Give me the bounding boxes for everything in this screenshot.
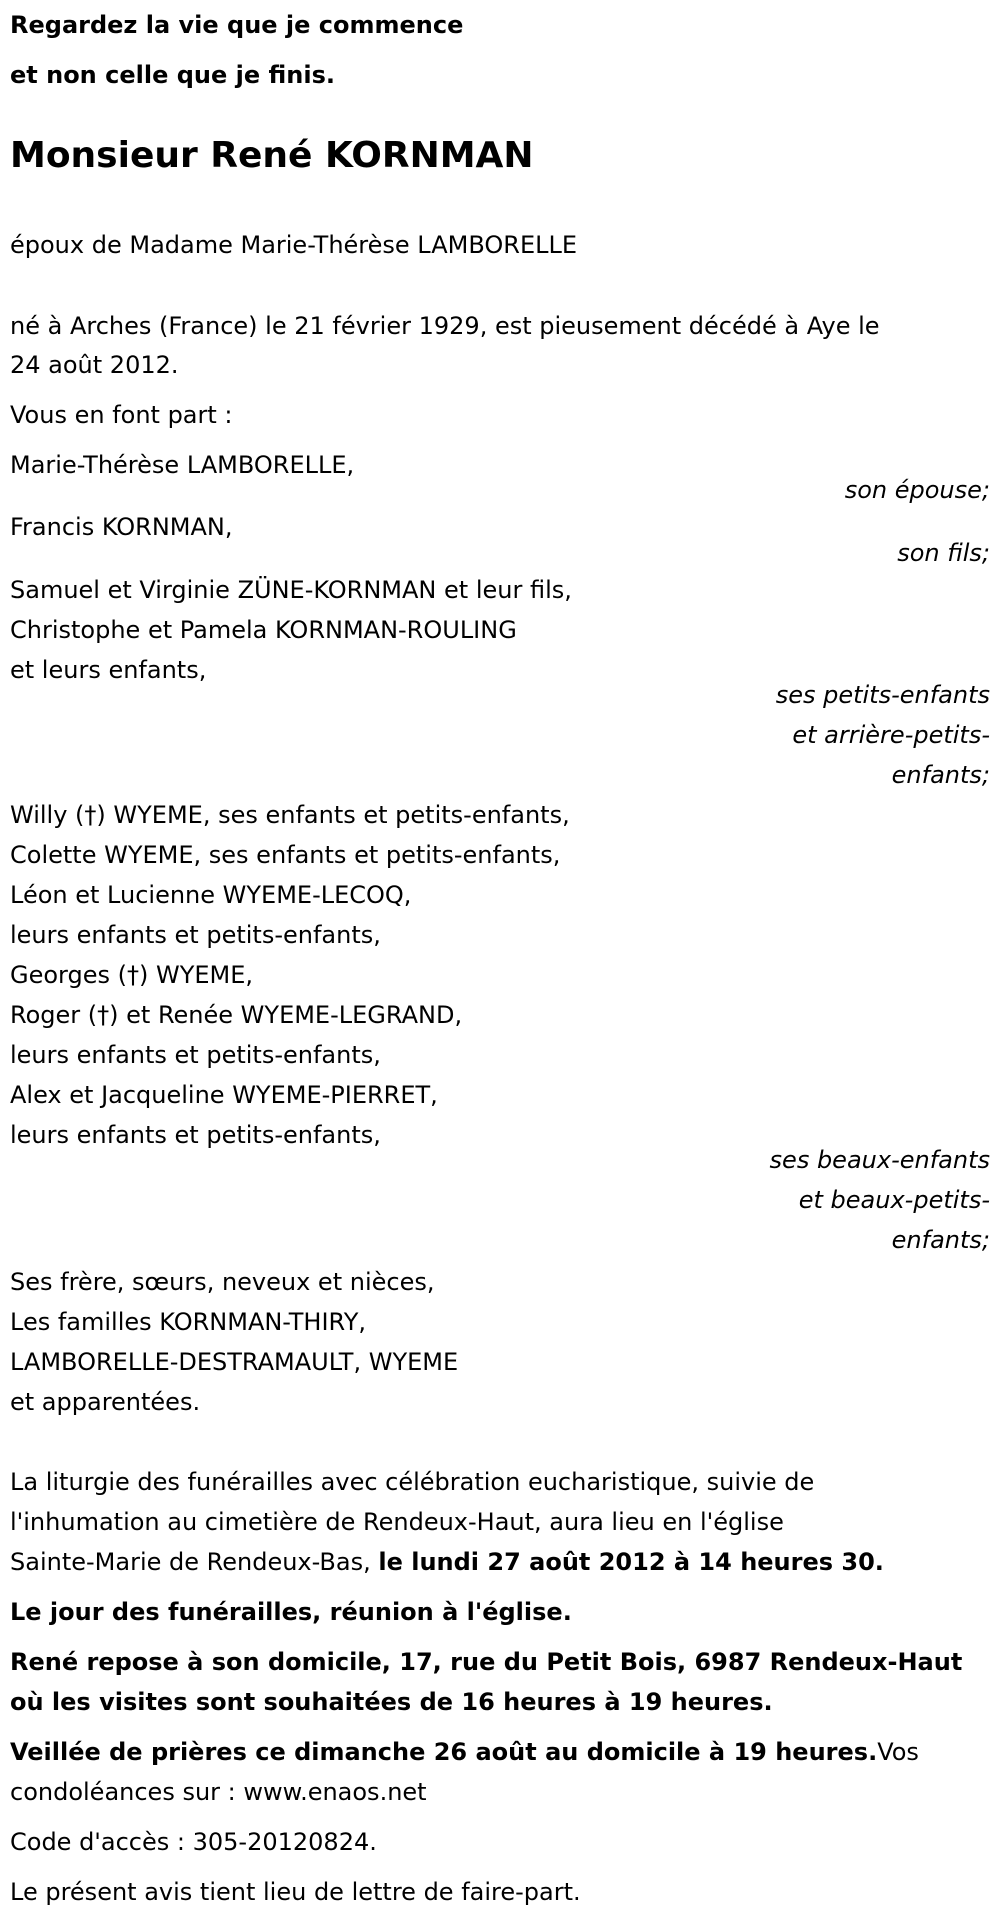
family-name-line: leurs enfants et petits-enfants,: [10, 921, 381, 949]
family-name-line: Léon et Lucienne WYEME-LECOQ,: [10, 881, 412, 909]
family-name-line: Alex et Jacqueline WYEME-PIERRET,: [10, 1081, 438, 1109]
family-name-line: Ses frère, sœurs, neveux et nièces,: [10, 1268, 435, 1296]
family-name-line: Christophe et Pamela KORNMAN-ROULING: [10, 616, 517, 644]
relation-label: son fils;: [897, 539, 990, 567]
family-name-line: leurs enfants et petits-enfants,: [10, 1121, 381, 1149]
relation-label: son épouse;: [844, 476, 990, 504]
family-name-line: Samuel et Virginie ZÜNE-KORNMAN et leur fils,: [10, 576, 572, 604]
relation-label: ses beaux-enfants: [769, 1146, 990, 1174]
relation-label: et beaux-petits-: [798, 1186, 990, 1214]
family-name-line: Willy (†) WYEME, ses enfants et petits-enfants,: [10, 801, 570, 829]
family-name-line: Roger (†) et Renée WYEME-LEGRAND,: [10, 1001, 463, 1029]
birth-death-line-1: né à Arches (France) le 21 février 1929, est pieusement décédé à Aye le: [10, 312, 880, 340]
epigraph-line-1: Regardez la vie que je commence: [10, 11, 464, 39]
vigil-text: Veillée de prières ce dimanche 26 août au domicile à 19 heures.: [10, 1738, 878, 1766]
family-name-line: et leurs enfants,: [10, 656, 207, 684]
liturgy-date-time: le lundi 27 août 2012 à 14 heures 30.: [378, 1548, 884, 1576]
family-name-line: Francis KORNMAN,: [10, 513, 233, 541]
faire-part-notice: Le présent avis tient lieu de lettre de faire-part.: [10, 1878, 581, 1906]
family-name-line: LAMBORELLE-DESTRAMAULT, WYEME: [10, 1348, 459, 1376]
spouse-line: époux de Madame Marie-Thérèse LAMBORELLE: [10, 231, 578, 259]
liturgy-line-1: La liturgie des funérailles avec célébration eucharistique, suivie de: [10, 1468, 815, 1496]
announcement-intro: Vous en font part :: [10, 401, 233, 429]
family-name-line: Marie-Thérèse LAMBORELLE,: [10, 451, 355, 479]
meeting-note: Le jour des funérailles, réunion à l'église.: [10, 1598, 572, 1626]
condolences-prefix: Vos: [877, 1738, 919, 1766]
family-name-line: et apparentées.: [10, 1388, 201, 1416]
access-code: Code d'accès : 305-20120824.: [10, 1828, 377, 1856]
rest-line-1: René repose à son domicile, 17, rue du Petit Bois, 6987 Rendeux-Haut: [10, 1648, 963, 1676]
relation-label: et arrière-petits-: [792, 721, 990, 749]
family-name-line: Colette WYEME, ses enfants et petits-enfants,: [10, 841, 561, 869]
family-name-line: Les familles KORNMAN-THIRY,: [10, 1308, 366, 1336]
liturgy-location: Sainte-Marie de Rendeux-Bas,: [10, 1548, 379, 1576]
relation-label: ses petits-enfants: [775, 681, 990, 709]
rest-line-2: où les visites sont souhaitées de 16 heures à 19 heures.: [10, 1688, 773, 1716]
birth-death-line-2: 24 août 2012.: [10, 351, 179, 379]
vigil-line: [10, 1732, 919, 1772]
family-name-line: leurs enfants et petits-enfants,: [10, 1041, 381, 1069]
relation-label: enfants;: [891, 1226, 990, 1254]
deceased-name: Monsieur René KORNMAN: [10, 135, 534, 176]
liturgy-line-3: [10, 1542, 884, 1582]
relation-label: enfants;: [891, 761, 990, 789]
epigraph-line-2: et non celle que je finis.: [10, 61, 335, 89]
family-name-line: Georges (†) WYEME,: [10, 961, 254, 989]
condolences-line: condoléances sur : www.enaos.net: [10, 1778, 427, 1806]
liturgy-line-2: l'inhumation au cimetière de Rendeux-Haut, aura lieu en l'église: [10, 1508, 784, 1536]
